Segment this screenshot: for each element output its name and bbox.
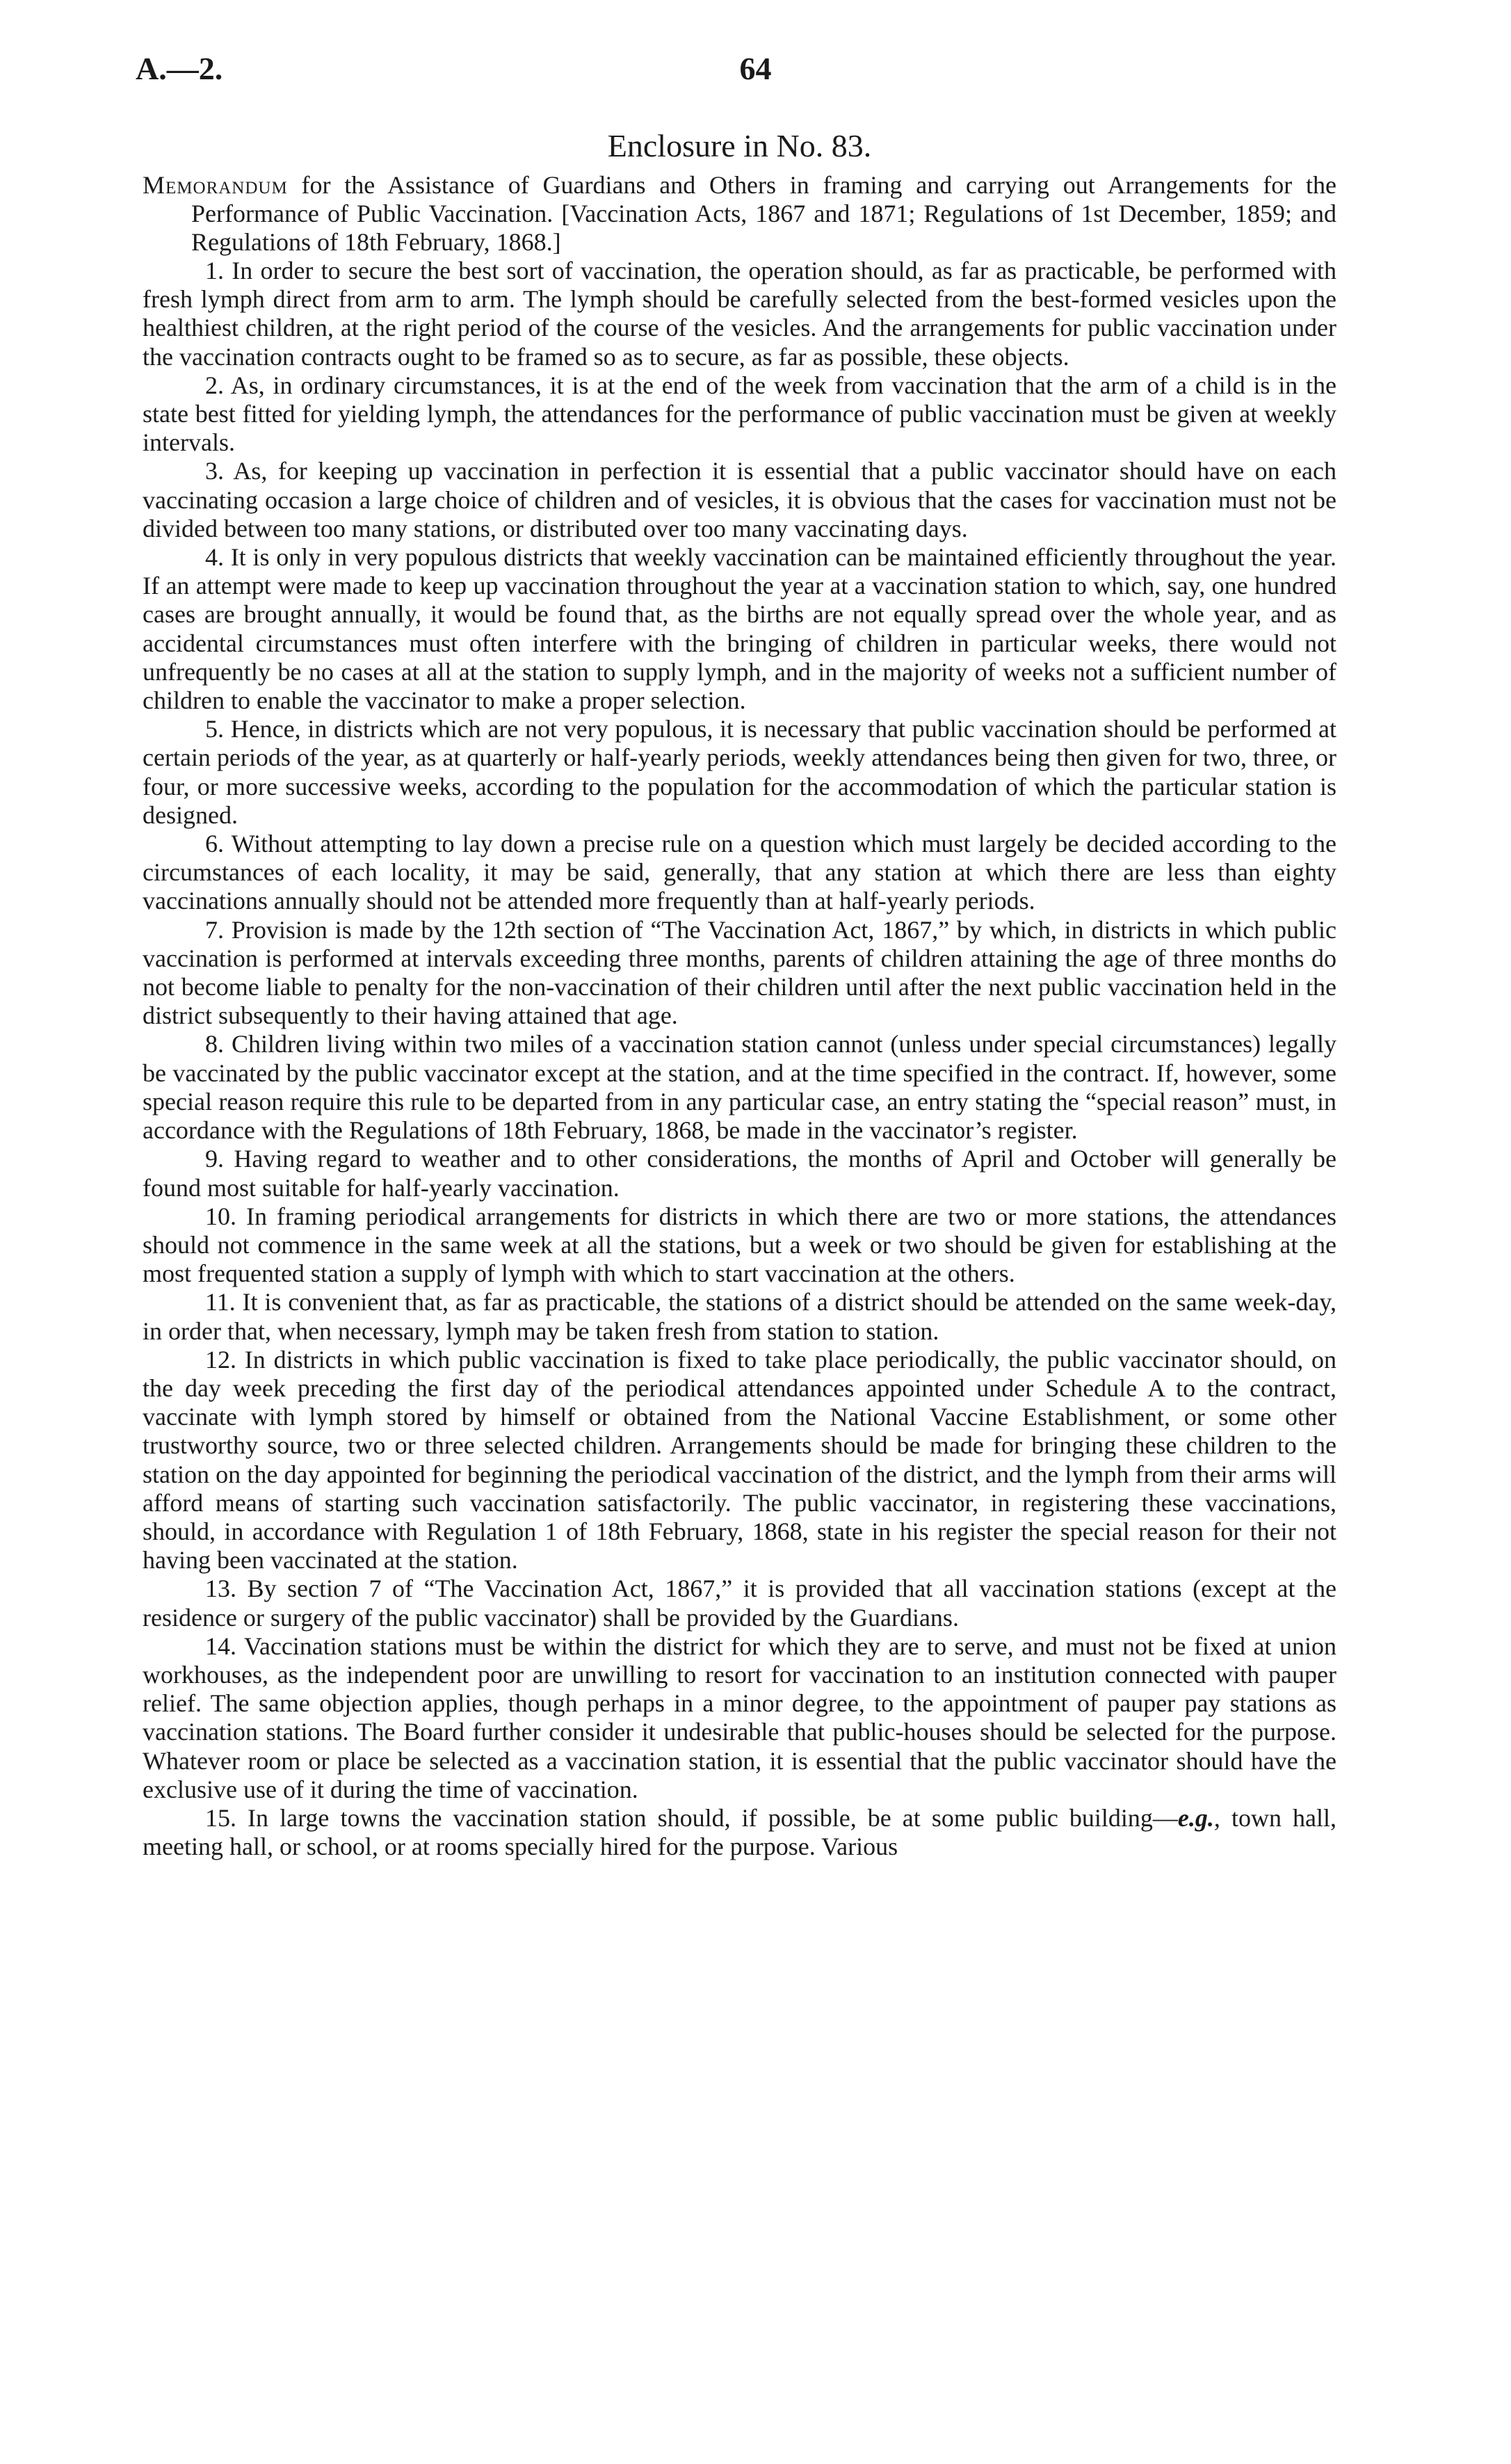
paragraph-15-emphasis: e.g. [1177, 1803, 1214, 1832]
paragraph-6: 6. Without attempting to lay down a precise rule on a question which must largely be decided according to the circumstances of each locality, it may be said, generally, that any station at which there are less than eighty vaccinations annually should not be attended more frequently than at half-yearly periods. [143, 830, 1336, 915]
paragraph-2: 2. As, in ordinary circumstances, it is at the end of the week from vaccination that the arm of a child is in the state best fitted for yielding lymph, the attendances for the performance of public vaccination must be given at weekly intervals. [143, 371, 1336, 457]
page-number: 64 [739, 51, 772, 86]
page-header [136, 50, 1375, 106]
paragraph-10: 10. In framing periodical arrangements for districts in which there are two or more stations, the attendances should not commence in the same week at all the stations, but a week or two should be given for establishing at the most frequented station a supply of lymph with which to start vaccination at the others. [143, 1202, 1336, 1288]
paragraph-11: 11. It is convenient that, as far as practicable, the stations of a district should be attended on the same week-day, in order that, when necessary, lymph may be taken fresh from station to station. [143, 1288, 1336, 1345]
paragraph-9: 9. Having regard to weather and to other considerations, the months of April and October will generally be found most suitable for half-yearly vaccination. [143, 1145, 1336, 1202]
paragraph-13: 13. By section 7 of “The Vaccination Act, 1867,” it is provided that all vaccination stations (except at the residence or surgery of the public vaccinator) shall be provided by the Guardians. [143, 1575, 1336, 1632]
document-reference: A.—2. [136, 51, 223, 86]
paragraph-4: 4. It is only in very populous districts that weekly vaccination can be maintained efficiently throughout the year. If an attempt were made to keep up vaccination throughout the year at a vaccination station to which, say, one hundred cases are brought annually, it would be found that, as the births are not equally spread over the whole year, and as accidental circumstances must often interfere with the bringing of children in particular weeks, there would not unfrequently be no cases at all at the station to supply lymph, and in the majority of weeks not a sufficient number of children to enable the vaccinator to make a proper selection. [143, 543, 1336, 715]
paragraph-15-rest: , town hall, meeting hall, or school, or at rooms specially hired for the purpose. Various [143, 1803, 1336, 1861]
paragraph-7: 7. Provision is made by the 12th section of “The Vaccination Act, 1867,” by which, in districts in which public vaccination is performed at intervals exceeding three months, parents of children attaining the age of three months do not become liable to penalty for the non-vaccination of their children until after the next public vaccination held in the district subsequently to their having attained that age. [143, 915, 1336, 1030]
paragraph-8: 8. Children living within two miles of a vaccination station cannot (unless under special circumstances) legally be vaccinated by the public vaccinator except at the station, and at the time specified in the contract. If, however, some special reason require this rule to be departed from in any particular case, an entry stating the “special reason” must, in accordance with the Regulations of 18th February, 1868, be made in the vaccinator’s register. [143, 1030, 1336, 1145]
document-body [143, 127, 1336, 1861]
paragraph-1: 1. In order to secure the best sort of vaccination, the operation should, as far as practicable, be performed with fresh lymph direct from arm to arm. The lymph should be carefully selected from the best-formed vesicles upon the healthiest children, at the right period of the course of the vesicles. And the arrangements for public vaccination under the vaccination contracts ought to be framed so as to secure, as far as possible, these objects. [143, 257, 1336, 371]
paragraph-5: 5. Hence, in districts which are not very populous, it is necessary that public vaccination should be performed at certain periods of the year, as at quarterly or half-yearly periods, weekly attendances being then given for two, three, or four, or more successive weeks, according to the population for the accommodation of which the particular station is designed. [143, 715, 1336, 829]
memorandum-text: for the Assistance of Guardians and Others in framing and carrying out Arrangements for the Performance of Public Vaccination. [Vaccination Acts, 1867 and 1871; Regulations of 1st December, 1859; and Regulations of 18th February, 1868.] [191, 171, 1336, 256]
paragraph-12: 12. In districts in which public vaccination is fixed to take place periodically, the public vaccinator should, on the day week preceding the first day of the periodical attendances appointed under Schedule A to the contract, vaccinate with lymph stored by himself or obtained from the National Vaccine Establishment, or some other trustworthy source, two or three selected children. Arrangements should be made for bringing these children to the station on the day appointed for beginning the periodical vaccination of the district, and the lymph from their arms will afford means of starting such vaccination satisfactorily. The public vaccinator, in registering these vaccinations, should, in accordance with Regulation 1 of 18th February, 1868, state in his register the special reason for their not having been vaccinated at the station. [143, 1345, 1336, 1575]
paragraph-15 [143, 1804, 1336, 1861]
memorandum-lead: Memorandum [143, 171, 288, 199]
paragraph-3: 3. As, for keeping up vaccination in perfection it is essential that a public vaccinator should have on each vaccinating occasion a large choice of children and of vesicles, it is obvious that the cases for vaccination must not be divided between too many stations, or distributed over too many vaccinating days. [143, 457, 1336, 542]
paragraph-15-start: 15. In large towns the vaccination station should, if possible, be at some public building— [205, 1803, 1178, 1832]
memorandum-heading [143, 171, 1336, 257]
enclosure-title: Enclosure in No. 83. [607, 128, 872, 163]
paragraph-14: 14. Vaccination stations must be within the district for which they are to serve, and must not be fixed at union workhouses, as the independent poor are unwilling to resort for vaccination to an institution connected with pauper relief. The same objection applies, though perhaps in a minor degree, to the appointment of pauper pay stations as vaccination stations. The Board further consider it undesirable that public-houses should be selected for the purpose. Whatever room or place be selected as a vaccination station, it is essential that the public vaccinator should have the exclusive use of it during the time of vaccination. [143, 1632, 1336, 1803]
